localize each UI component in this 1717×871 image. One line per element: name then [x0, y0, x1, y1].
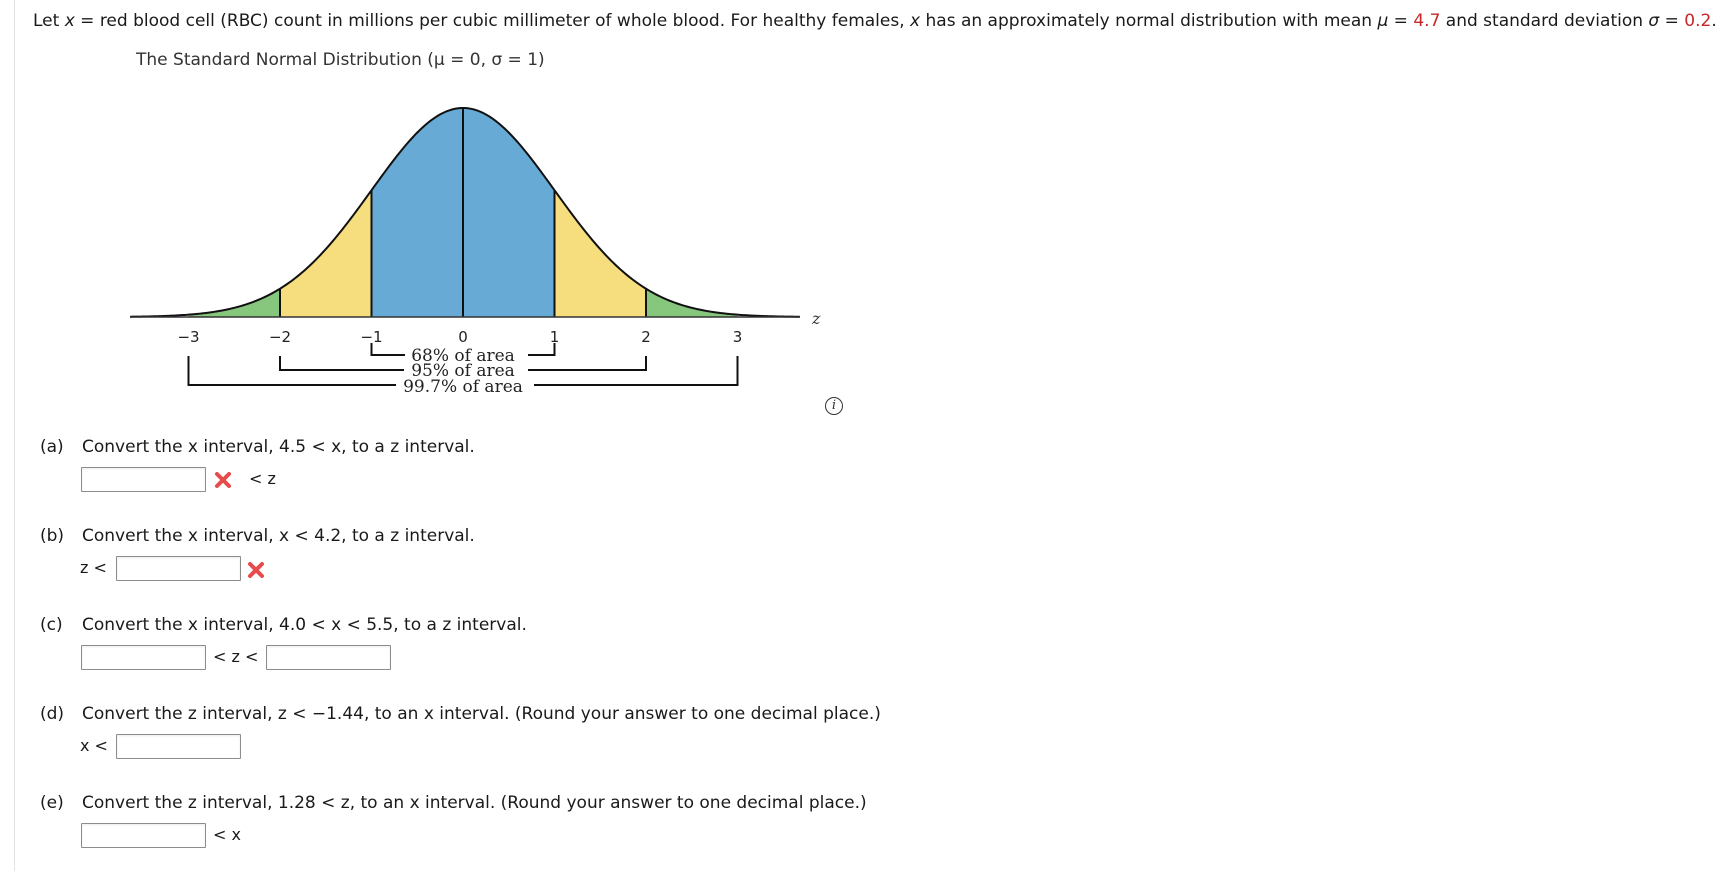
tick-label: −3 [177, 328, 200, 346]
var-x: x [64, 11, 75, 31]
incorrect-icon [213, 470, 233, 490]
axis-label: z [812, 309, 821, 328]
answer-d-prefix: x < [80, 736, 108, 755]
var-x: x [910, 11, 921, 31]
tick-label: −2 [268, 328, 292, 346]
intro-text: has an approximately normal distribution with mean [920, 11, 1378, 31]
answer-a-suffix: < z [249, 469, 276, 488]
info-icon[interactable]: i [825, 397, 843, 415]
tick-label: 3 [732, 328, 743, 346]
mean-value: 4.7 [1413, 11, 1441, 31]
answer-b-input[interactable] [116, 556, 241, 581]
equals: = [1659, 11, 1685, 31]
sigma-symbol: σ [1648, 11, 1660, 31]
question-text: Convert the x interval, x < 4.2, to a z interval. [82, 526, 475, 546]
question-text: Convert the x interval, 4.0 < x < 5.5, to a z interval. [82, 615, 527, 635]
question-c [40, 614, 527, 636]
question-b [40, 525, 475, 547]
tick-label: 0 [458, 328, 468, 346]
tick-label: −1 [360, 328, 383, 346]
question-e [40, 792, 867, 814]
tick-label: 2 [641, 328, 651, 346]
period: . [1711, 11, 1717, 31]
question-label: (a) [40, 437, 64, 457]
bracket-label-997: 99.7% of area [403, 377, 523, 397]
question-label: (b) [40, 526, 65, 546]
answer-a-input[interactable] [81, 467, 206, 492]
incorrect-icon [246, 560, 266, 580]
bracket-label-68: 68% of area [411, 346, 515, 366]
intro-text: Let [33, 11, 65, 31]
question-label: (d) [40, 704, 65, 724]
intro-text: and standard deviation [1440, 11, 1649, 31]
answer-e-suffix: < x [213, 825, 241, 844]
answer-c-low-input[interactable] [81, 645, 206, 670]
sd-value: 0.2 [1684, 11, 1712, 31]
equals: = [1388, 11, 1414, 31]
question-d [40, 703, 881, 725]
normal-distribution-figure [0, 0, 1701, 430]
question-label: (e) [40, 793, 64, 813]
question-text: Convert the z interval, 1.28 < z, to an x interval. (Round your answer to one decimal place.) [82, 793, 867, 813]
answer-c-between: < z < [213, 647, 259, 666]
question-label: (c) [40, 615, 63, 635]
mu-symbol: μ [1377, 11, 1389, 31]
answer-d-input[interactable] [116, 734, 241, 759]
figure-title: The Standard Normal Distribution (μ = 0, σ = 1) [136, 50, 545, 70]
bracket-label-95: 95% of area [411, 361, 515, 381]
question-a [40, 436, 475, 458]
answer-e-input[interactable] [81, 823, 206, 848]
answer-b-prefix: z < [80, 558, 107, 577]
question-text: Convert the z interval, z < −1.44, to an x interval. (Round your answer to one decimal place.) [82, 704, 881, 724]
intro-text: = red blood cell (RBC) count in millions per cubic millimeter of whole blood. For healthy females, [74, 11, 911, 31]
question-text: Convert the x interval, 4.5 < x, to a z interval. [82, 437, 475, 457]
tick-label: 1 [549, 328, 560, 346]
answer-c-high-input[interactable] [266, 645, 391, 670]
